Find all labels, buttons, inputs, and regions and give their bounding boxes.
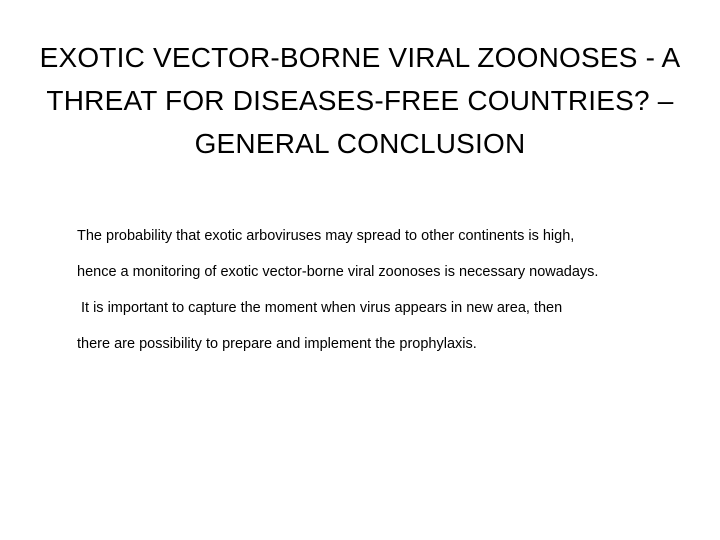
body-line-4: there are possibility to prepare and implement the prophylaxis. <box>77 336 477 352</box>
title-line-1: EXOTIC VECTOR-BORNE VIRAL ZOONOSES - A <box>39 42 681 73</box>
body-line-2: hence a monitoring of exotic vector-borne viral zoonoses is necessary nowadays. <box>77 264 599 280</box>
body-line-3: It is important to capture the moment when virus appears in new area, then <box>81 300 563 316</box>
slide-body <box>77 218 697 362</box>
title-line-2: THREAT FOR DISEASES-FREE COUNTRIES? – <box>46 85 674 116</box>
slide-title <box>0 36 720 165</box>
body-line-1: The probability that exotic arboviruses may spread to other continents is high, <box>77 228 575 244</box>
title-line-3: GENERAL CONCLUSION <box>194 128 526 159</box>
